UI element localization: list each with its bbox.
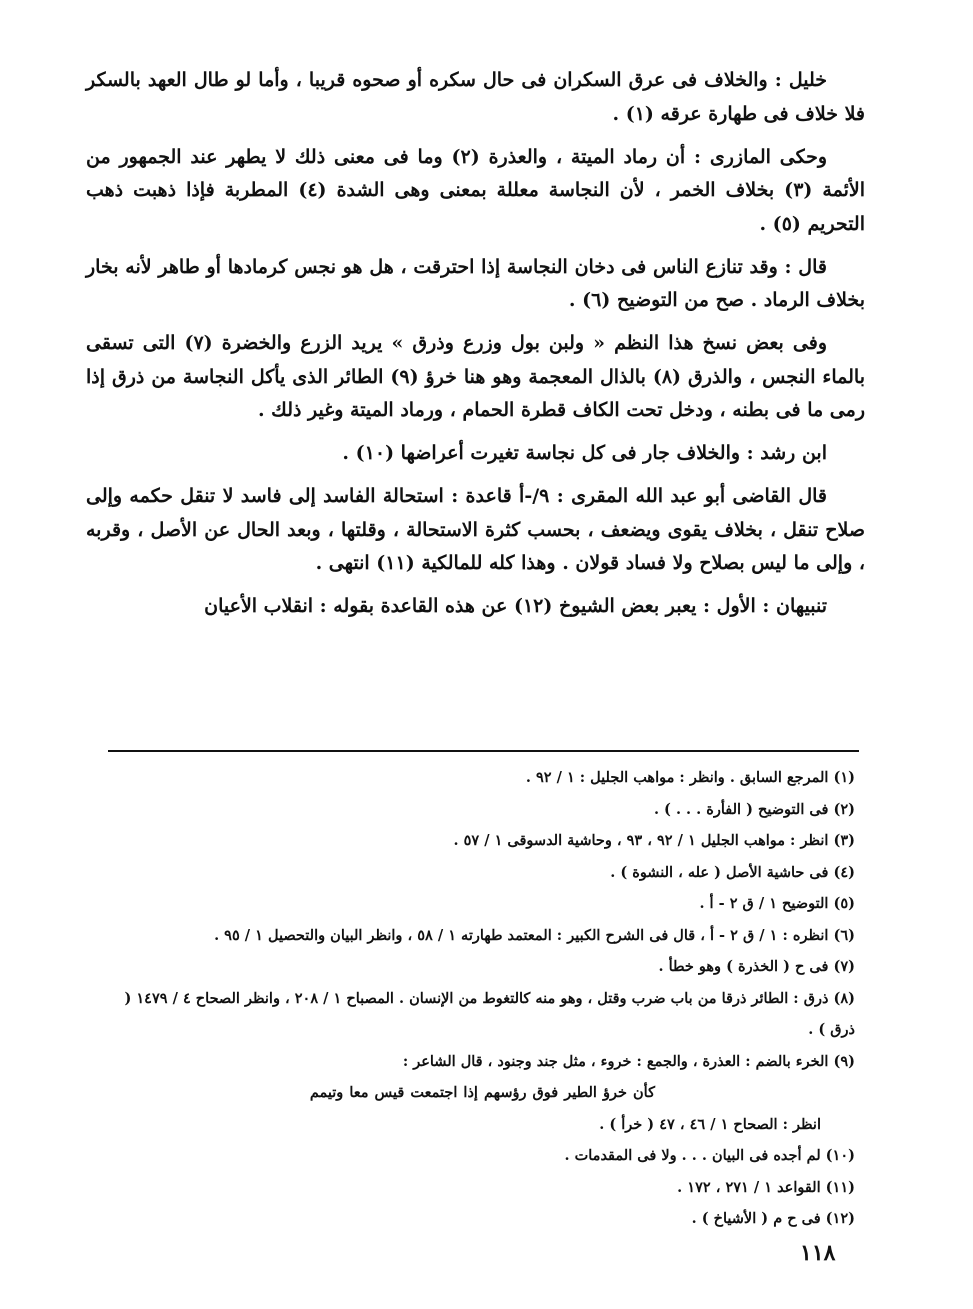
footnote-2: (٢) فى التوضيح ( الفأرة . . . ) .: [653, 800, 855, 818]
footnote-3: (٣) انظر : مواهب الجليل ١ / ٩٢ ، ٩٣ ، وحاشية الدسوقى ١ / ٥٧ .: [453, 832, 855, 849]
footnotes: [110, 762, 855, 1235]
paragraph-1: خليل : والخلاف فى عرق السكران فى حال سكره أو صحوه قريبا ، وأما لو طال العهد بالسكر فلا خلاف فى طهارة عرقه (١) .: [86, 69, 865, 125]
footnote-7: (٧) فى ح ( الخذرة ) وهو خطأ .: [658, 958, 855, 975]
footnote-9: (٩) الخرء بالضم : العذرة ، والجمع : خروء ، مثل جند وجنود ، قال الشاعر :: [402, 1052, 855, 1070]
paragraph-4: وفى بعض نسخ هذا النظم « ولبن بول وزرع وذرق » يريد الزرع والخضرة (٧) التى تسقى بالماء النجس ، والذرق (٨) بالذال المعجمة وهو هنا خرؤ (٩) الطائر الذى يأكل النجاسة من ذرق إذا رمى ما فى بطنه ، ودخل تحت الكاف قطرة الحمام ، ورماد الميتة وغير ذلك .: [86, 332, 865, 421]
paragraph-6: قال القاضى أبو عبد الله المقرى : ٩/-أ قاعدة : استحالة الفاسد إلى فاسد لا تنقل حكمه وإلى صلاح تنقل ، بخلاف يقوى ويضعف ، بحسب كثرة الاستحالة ، وقلتها ، وبعد الحال عن الأصل ، وقربه ، وإلى ما ليس بصلاح ولا فساد قولان . وهذا كله للمالكية (١١) انتهى .: [86, 485, 865, 574]
footnote-4: (٤) فى حاشية الأصل ( عله ، النشوة ) .: [610, 863, 855, 881]
footnote-1: (١) المرجع السابق . وانظر : مواهب الجليل : ١ / ٩٢ .: [525, 769, 855, 786]
page-number: ١١٨: [800, 1240, 836, 1266]
main-text: [86, 64, 865, 633]
paragraph-2: وحكى المازرى : أن رماد الميتة ، والعذرة (٢) وما فى معنى ذلك لا يطهر عند الجمهور من الأئمة (٣) بخلاف الخمر ، لأن النجاسة معللة بمعنى وهى الشدة (٤) المطربة فإذا ذهبت ذهب التحريم (٥) .: [86, 145, 865, 235]
footnote-6: (٦) انظره : ١ / ق ٢ - أ ، قال فى الشرح الكبير : المعتمد طهارته ١ / ٥٨ ، وانظر البيان والتحصيل ١ / ٩٥ .: [214, 926, 855, 944]
paragraph-5: ابن رشد : والخلاف جار فى كل نجاسة تغيرت أعراضها (١٠) .: [342, 442, 827, 464]
paragraph-3: قال : وقد تنازع الناس فى دخان النجاسة إذا احترقت ، هل هو نجس كرمادها أو طاهر لأنه بخار بخلاف الرماد . صح من التوضيح (٦) .: [86, 255, 865, 311]
footnote-10: (١٠) لم أجده فى البيان . . . ولا فى المقدمات .: [564, 1147, 855, 1164]
footnote-9-poem: كأن خرؤ الطير فوق رؤسهم إذا اجتمعت قيس معا وتيمم: [309, 1084, 655, 1101]
footnote-11: (١١) القواعد ١ / ٢٧١ ، ١٧٢ .: [677, 1178, 855, 1196]
footnote-5: (٥) التوضيح ١ / ق ٢ - أ .: [699, 895, 855, 912]
paragraph-7: تنبيهان : الأول : يعبر بعض الشيوخ (١٢) عن هذه القاعدة بقوله : انقلاب الأعيان: [204, 595, 827, 617]
footnote-8: (٨) ذرق : الطائر ذرقا من باب ضرب وقتل ، وهو منه كالتغوط من الإنسان . المصباح ١ / ٢٠٨ ، وانظر الصحاح ٤ / ١٤٧٩ ( ذرق ) .: [124, 989, 855, 1038]
footnote-12: (١٢) فى ح م ( الأشياخ ) .: [691, 1210, 855, 1227]
footnote-9-reference: انظر : الصحاح ١ / ٤٦ ، ٤٧ ( خرأ ) .: [599, 1115, 821, 1133]
footnote-divider: [108, 750, 859, 752]
